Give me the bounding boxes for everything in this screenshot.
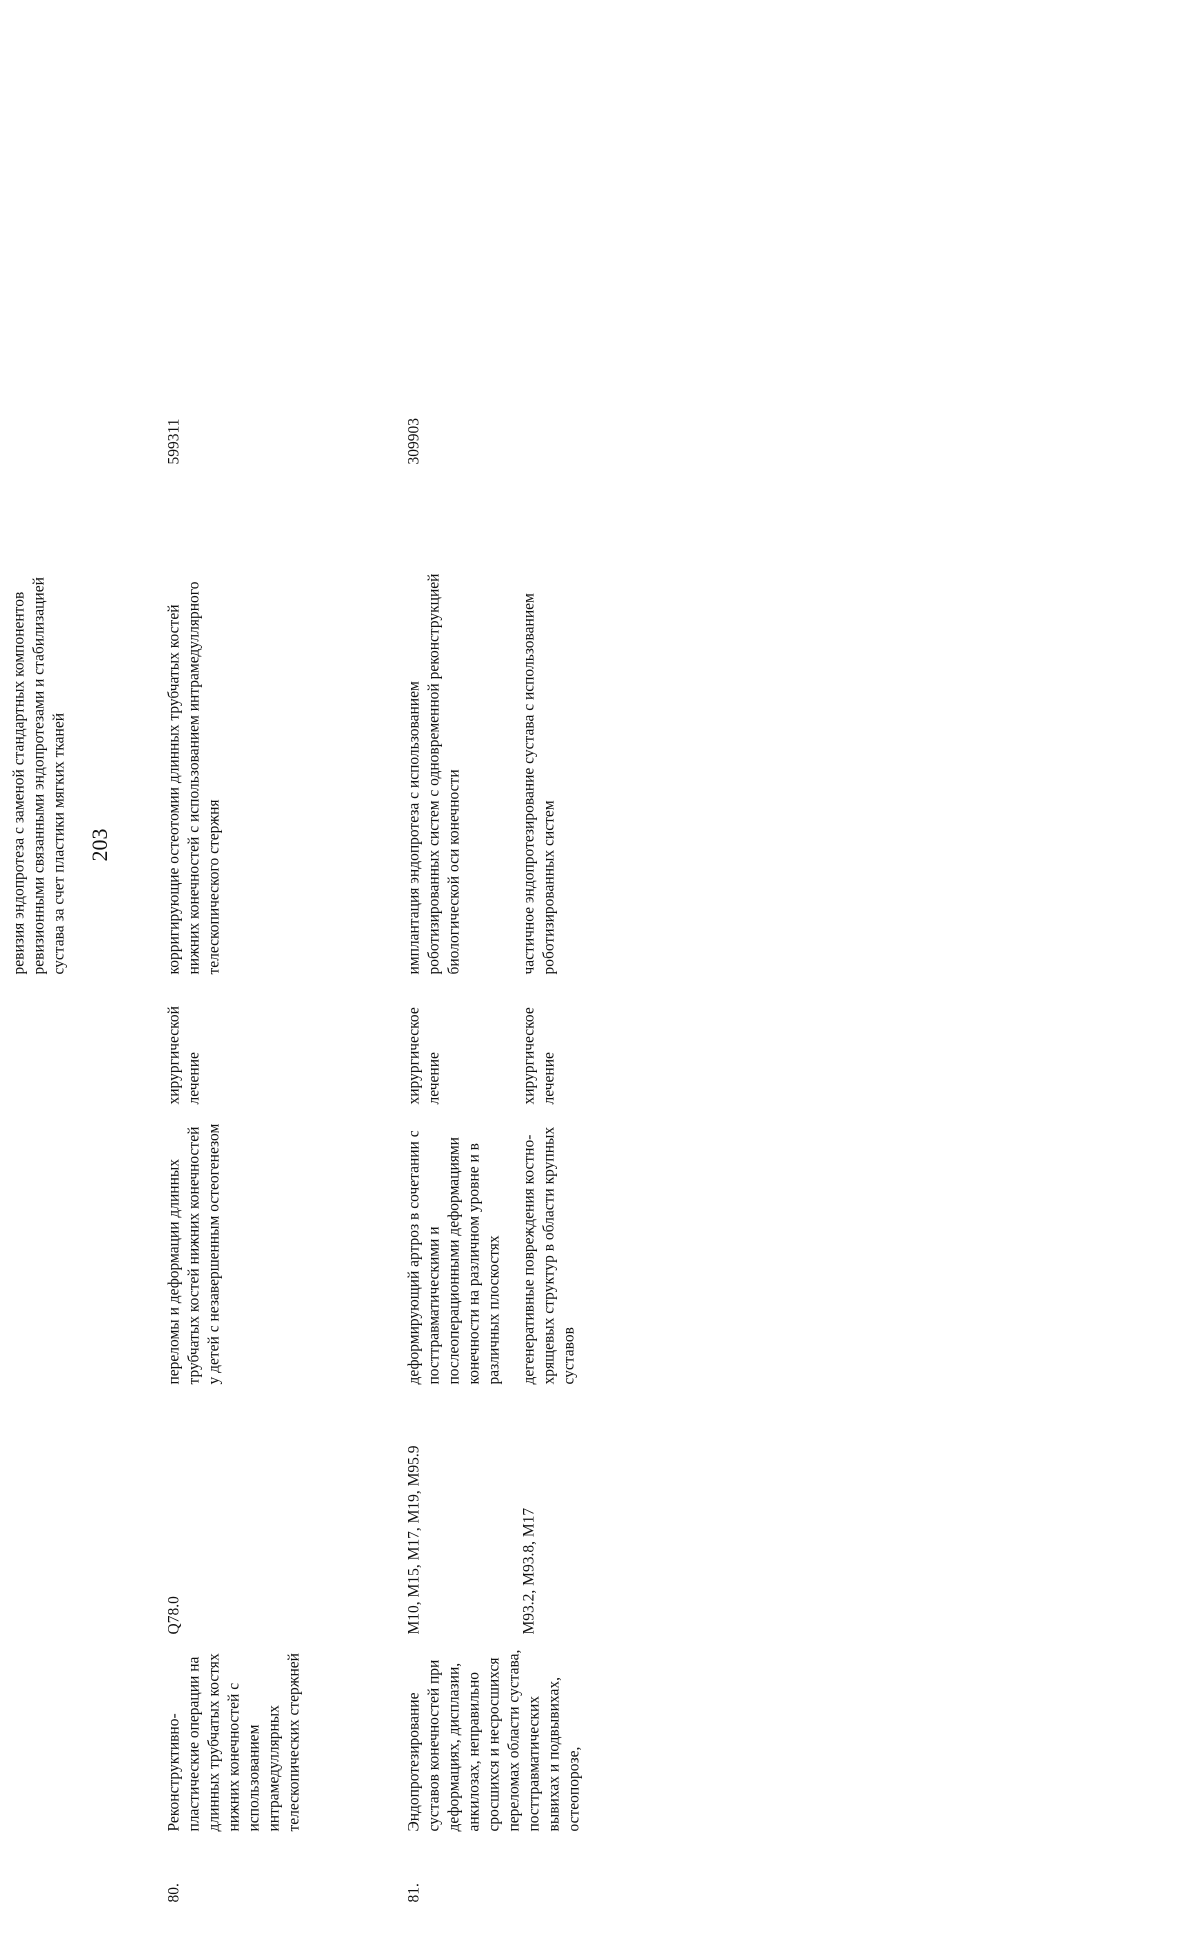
group-80-number: 80. — [165, 1883, 183, 1903]
group-81-icd-codes: M10, M15, M17, M19, M95.9 — [405, 1445, 423, 1635]
rotated-table — [0, 285, 790, 1935]
group-80-method: корригирующие остеотомии длинных трубчатых костей нижних конечностей с использованием интрамедуллярного телескопического стержня — [165, 581, 223, 975]
group-80-icd-codes: Q78.0 — [165, 1596, 183, 1635]
revision-method-replacement: ревизия эндопротеза с заменой стандартных компонентов ревизионными связанными эндопротезами и стабилизацией сустава за счет пластики мягких тканей — [10, 577, 68, 975]
group-81b-treatment-type: хирургическое лечение — [520, 1007, 558, 1105]
group-80-treatment-type: хирургической лечение — [165, 1006, 203, 1105]
group-81b-method: частичное эндопротезирование сустава с использованием роботизированных систем — [520, 593, 558, 975]
group-80-cost: 599311 — [165, 418, 183, 465]
group-80-name: Реконструктивно-пластические операции на длинных трубчатых костях нижних конечностей с использованием интрамедуллярных телескопических стержней — [165, 1653, 303, 1832]
group-80-patient-model: переломы и деформации длинных трубчатых костей нижних конечностей у детей с незавершенным остеогенезом — [165, 1123, 223, 1385]
group-81-number: 81. — [405, 1883, 423, 1903]
group-81b-icd-codes: M93.2, M93.8, M17 — [520, 1507, 538, 1635]
group-81-patient-model: деформирующий артроз в сочетании с посттравматическими и послеоперационными деформациями конечности на различном уровне и в различных плоскостях — [405, 1130, 503, 1385]
page-number: 203 — [87, 828, 112, 862]
group-81-cost: 309903 — [405, 418, 423, 465]
group-81-name: Эндопротезирование суставов конечностей при деформациях, дисплазии, анкилозах, неправильно сросшихся и несросшихся переломах области сустава, посттравматических вывихах и подвывихах, остеопорозе, — [405, 1649, 583, 1832]
group-81-treatment-type: хирургическое лечение — [405, 1007, 443, 1105]
group-81-method: имплантация эндопротеза с использованием роботизированных систем с одновременной реконструкцией биологической оси конечности — [405, 573, 463, 975]
group-81b-patient-model: дегенеративные повреждения костно-хрящевых структур в области крупных суставов — [520, 1126, 578, 1385]
